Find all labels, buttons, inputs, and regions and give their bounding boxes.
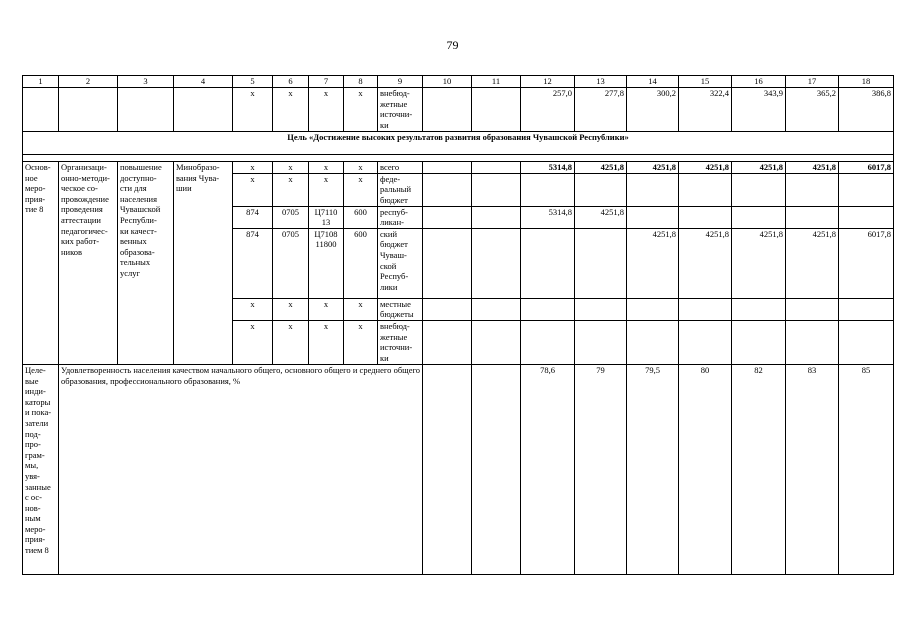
column-number: 9 xyxy=(378,76,423,88)
column-number: 1 xyxy=(23,76,59,88)
value-cell xyxy=(786,298,839,320)
column-number: 5 xyxy=(233,76,273,88)
executor: Минобразо- вания Чува- шии xyxy=(174,162,233,365)
code-cell: х xyxy=(273,320,309,364)
value-cell: 5314,8 xyxy=(521,162,575,174)
gap-row xyxy=(23,155,894,162)
code-cell: х xyxy=(233,88,273,132)
column-number: 15 xyxy=(679,76,732,88)
value-cell: 4251,8 xyxy=(679,162,732,174)
value-cell xyxy=(521,320,575,364)
value-cell xyxy=(732,206,786,228)
value-cell: 5314,8 xyxy=(521,206,575,228)
code-cell: х xyxy=(233,162,273,174)
empty-cell xyxy=(23,88,59,132)
value-cell xyxy=(786,320,839,364)
measure-label: Основ- ное меро- прия- тие 8 xyxy=(23,162,59,365)
goal-title: Цель «Достижение высоких результатов развития образования Чувашской Республики» xyxy=(23,132,894,155)
value-cell xyxy=(732,320,786,364)
code-cell: Ц7110 13 xyxy=(309,206,344,228)
column-number: 14 xyxy=(627,76,679,88)
empty-cell xyxy=(423,228,472,298)
empty-cell xyxy=(423,364,472,574)
code-cell: х xyxy=(344,173,378,206)
column-number: 13 xyxy=(575,76,627,88)
header-row xyxy=(23,76,894,88)
table-row xyxy=(23,88,894,132)
value-cell xyxy=(521,173,575,206)
empty-cell xyxy=(423,206,472,228)
code-cell: Ц7108 11800 xyxy=(309,228,344,298)
value-cell xyxy=(839,173,894,206)
value-cell: 6017,8 xyxy=(839,228,894,298)
empty-cell xyxy=(472,228,521,298)
value-cell: 4251,8 xyxy=(679,228,732,298)
value-cell xyxy=(786,206,839,228)
empty-cell xyxy=(174,88,233,132)
empty-cell xyxy=(59,88,118,132)
empty-cell xyxy=(423,162,472,174)
value-cell: 4251,8 xyxy=(627,228,679,298)
column-number: 6 xyxy=(273,76,309,88)
funding-source: ский бюджет Чуваш- ской Респуб- лики xyxy=(378,228,423,298)
code-cell: х xyxy=(344,162,378,174)
column-number: 2 xyxy=(59,76,118,88)
empty-cell xyxy=(472,298,521,320)
value-cell: 4251,8 xyxy=(732,162,786,174)
code-cell: 874 xyxy=(233,228,273,298)
code-cell: х xyxy=(273,162,309,174)
value-cell: 80 xyxy=(679,364,732,574)
value-cell: 85 xyxy=(839,364,894,574)
value-cell xyxy=(679,320,732,364)
value-cell: 4251,8 xyxy=(786,162,839,174)
code-cell: 0705 xyxy=(273,206,309,228)
empty-cell xyxy=(472,206,521,228)
page-number: 79 xyxy=(446,38,459,52)
empty-cell xyxy=(118,88,174,132)
value-cell xyxy=(839,320,894,364)
goal-row xyxy=(23,132,894,155)
funding-source: внебюд- жетные источни- ки xyxy=(378,320,423,364)
value-cell: 4251,8 xyxy=(575,162,627,174)
empty-cell xyxy=(472,88,521,132)
funding-source: внебюд- жетные источни- ки xyxy=(378,88,423,132)
column-number: 12 xyxy=(521,76,575,88)
column-number: 4 xyxy=(174,76,233,88)
indicator-label: Целе- вые инди- каторы и пока- затели под- про- грам- мы, увя- занные с ос- нов- ным меро- прия- тием 8 xyxy=(23,364,59,574)
value-cell: 365,2 xyxy=(786,88,839,132)
code-cell: 600 xyxy=(344,206,378,228)
value-cell: 4251,8 xyxy=(627,162,679,174)
code-cell: х xyxy=(309,88,344,132)
code-cell: 0705 xyxy=(273,228,309,298)
empty-cell xyxy=(472,364,521,574)
value-cell: 6017,8 xyxy=(839,162,894,174)
value-cell: 79,5 xyxy=(627,364,679,574)
value-cell xyxy=(679,298,732,320)
value-cell: 83 xyxy=(786,364,839,574)
value-cell xyxy=(627,206,679,228)
value-cell: 277,8 xyxy=(575,88,627,132)
measure-name: Организаци- онно-методи- ческое со- провождение проведения аттестации педагогичес- ких работ- ников xyxy=(59,162,118,365)
value-cell: 4251,8 xyxy=(732,228,786,298)
code-cell: 600 xyxy=(344,228,378,298)
value-cell xyxy=(732,173,786,206)
value-cell xyxy=(732,298,786,320)
code-cell: х xyxy=(344,88,378,132)
value-cell xyxy=(575,298,627,320)
table-row xyxy=(23,162,894,174)
value-cell: 4251,8 xyxy=(786,228,839,298)
value-cell: 343,9 xyxy=(732,88,786,132)
empty-cell xyxy=(423,173,472,206)
measure-goal: повышение доступно- сти для населения Чувашской Республи- ки качест- венных образова- тельных услуг xyxy=(118,162,174,365)
value-cell: 4251,8 xyxy=(575,206,627,228)
empty-cell xyxy=(423,88,472,132)
funding-source: местные бюджеты xyxy=(378,298,423,320)
code-cell: х xyxy=(309,320,344,364)
empty-cell xyxy=(423,320,472,364)
value-cell xyxy=(679,173,732,206)
value-cell: 79 xyxy=(575,364,627,574)
empty-cell xyxy=(423,298,472,320)
column-number: 18 xyxy=(839,76,894,88)
value-cell xyxy=(521,228,575,298)
code-cell: х xyxy=(309,298,344,320)
value-cell xyxy=(575,320,627,364)
column-number: 3 xyxy=(118,76,174,88)
value-cell: 257,0 xyxy=(521,88,575,132)
column-number: 17 xyxy=(786,76,839,88)
value-cell: 300,2 xyxy=(627,88,679,132)
value-cell xyxy=(627,298,679,320)
value-cell xyxy=(575,228,627,298)
column-number: 11 xyxy=(472,76,521,88)
value-cell xyxy=(679,206,732,228)
code-cell: х xyxy=(344,320,378,364)
value-cell: 78,6 xyxy=(521,364,575,574)
code-cell: х xyxy=(273,298,309,320)
value-cell xyxy=(839,206,894,228)
funding-source: феде- ральный бюджет xyxy=(378,173,423,206)
code-cell: х xyxy=(309,173,344,206)
budget-table xyxy=(22,75,894,575)
indicator-text: Удовлетворенность населения качеством начального общего, основного общего и среднего общего образования, профессионального образования, % xyxy=(59,364,423,574)
column-number: 10 xyxy=(423,76,472,88)
value-cell xyxy=(627,320,679,364)
value-cell xyxy=(786,173,839,206)
code-cell: х xyxy=(233,320,273,364)
value-cell: 82 xyxy=(732,364,786,574)
value-cell: 322,4 xyxy=(679,88,732,132)
value-cell: 386,8 xyxy=(839,88,894,132)
funding-source: всего xyxy=(378,162,423,174)
indicator-row xyxy=(23,364,894,574)
code-cell: х xyxy=(309,162,344,174)
code-cell: х xyxy=(344,298,378,320)
value-cell xyxy=(521,298,575,320)
value-cell xyxy=(839,298,894,320)
code-cell: 874 xyxy=(233,206,273,228)
empty-cell xyxy=(472,320,521,364)
code-cell: х xyxy=(233,173,273,206)
funding-source: респуб- ликан- xyxy=(378,206,423,228)
value-cell xyxy=(575,173,627,206)
empty-cell xyxy=(472,162,521,174)
code-cell: х xyxy=(273,88,309,132)
code-cell: х xyxy=(273,173,309,206)
empty-cell xyxy=(472,173,521,206)
spacer xyxy=(23,155,894,162)
column-number: 7 xyxy=(309,76,344,88)
code-cell: х xyxy=(233,298,273,320)
value-cell xyxy=(627,173,679,206)
column-number: 16 xyxy=(732,76,786,88)
column-number: 8 xyxy=(344,76,378,88)
